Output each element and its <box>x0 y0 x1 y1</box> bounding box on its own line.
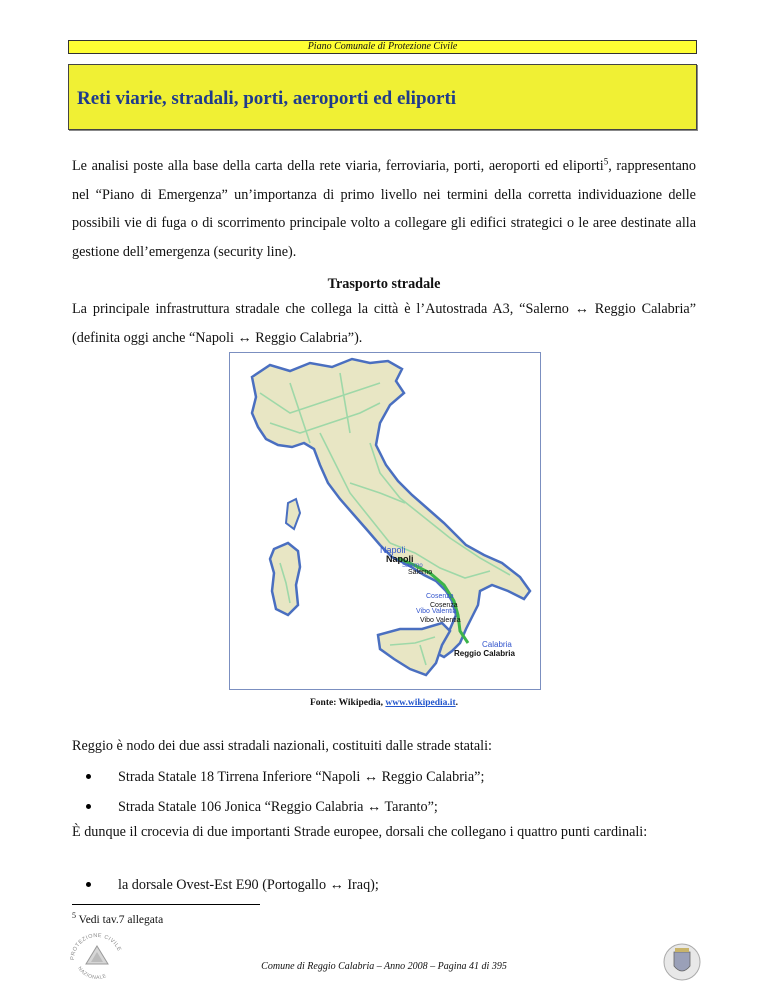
running-header-text: Piano Comunale di Protezione Civile <box>307 41 458 52</box>
label-calabria-blue: Calabria <box>482 640 512 649</box>
label-salerno: Salerno <box>408 569 433 576</box>
crossroads-paragraph: È dunque il crocevia di due importanti Strade europee, dorsali che collegano i quattro punti cardinali: <box>72 824 648 840</box>
state-road-ss18: Strada Statale 18 Tirrena Inferiore “Napoli ↔ Reggio Calabria”; <box>118 769 485 785</box>
corsica <box>286 499 300 529</box>
state-road-ss106: Strada Statale 106 Jonica “Reggio Calabria ↔ Taranto”; <box>118 799 438 815</box>
footnote-separator <box>72 904 260 905</box>
bullet-icon <box>86 882 91 887</box>
label-napoli-blue: Napoli <box>380 545 406 555</box>
wikipedia-link[interactable]: www.wikipedia.it <box>385 698 456 708</box>
footnote <box>72 911 163 926</box>
caption-suffix: . <box>455 698 458 708</box>
road-paragraph: La principale infrastruttura stradale che collega la città è l’Autostrada A3, “Salerno ↔ Reggio Calabria” (definita oggi anche “Napoli ↔ Reggio Calabria”). <box>72 301 696 346</box>
section-title-box <box>68 64 697 130</box>
intro-paragraph <box>72 152 696 266</box>
nodes-paragraph: Reggio è nodo dei due assi stradali nazionali, costituiti dalle strade statali: <box>72 738 492 754</box>
label-napoli: Napoli <box>386 554 414 564</box>
caption-prefix: Fonte: Wikipedia, <box>310 698 386 708</box>
map-caption <box>0 698 768 708</box>
label-salerno-blue: Salerno <box>402 563 423 569</box>
intro-text-comma: , <box>608 158 612 174</box>
page-title: Reti viarie, stradali, porti, aeroporti ed eliporti <box>77 88 457 109</box>
logo-arc-bottom-text: NAZIONALE <box>76 965 108 981</box>
label-vibo-blue: Vibo Valentia <box>416 608 457 615</box>
footnote-number: 5 <box>72 911 76 920</box>
protezione-civile-logo-icon <box>66 926 128 984</box>
footnote-reference[interactable]: 5 <box>603 156 609 167</box>
label-vibo: Vibo Valentia <box>420 617 461 624</box>
footnote-text: Vedi tav.7 allegata <box>76 913 164 926</box>
bullet-icon <box>86 774 91 779</box>
european-road-e90: la dorsale Ovest-Est E90 (Portogallo ↔ Iraq); <box>118 877 379 893</box>
subsection-title: Trasporto stradale <box>327 276 441 292</box>
running-header <box>68 40 697 54</box>
label-cosenza-blue: Cosenza <box>426 593 454 600</box>
label-cosenza: Cosenza <box>430 602 458 609</box>
bullet-icon <box>86 804 91 809</box>
logo-arc-top-text: PROTEZIONE CIVILE <box>69 932 123 961</box>
page-footer: Comune di Reggio Calabria – Anno 2008 – Pagina 41 di 395 <box>261 961 507 972</box>
intro-text-start: Le analisi poste alla base della carta della rete viaria, ferroviaria, porti, aeroporti ed eliporti <box>72 158 604 174</box>
intro-text-rest: rappresentano nel “Piano di Emergenza” un’importanza di primo livello nei termini della corretta individuazione delle possibili vie di fuga o di scorrimento principale volto a collegare gli edifici strategici o le aree destinate alla gestione dell’emergenza (security line). <box>72 158 696 260</box>
italy-road-map <box>229 352 541 690</box>
sicily <box>378 623 450 675</box>
label-reggio-calabria: Reggio Calabria <box>454 649 515 658</box>
italy-map-svg <box>230 353 540 689</box>
